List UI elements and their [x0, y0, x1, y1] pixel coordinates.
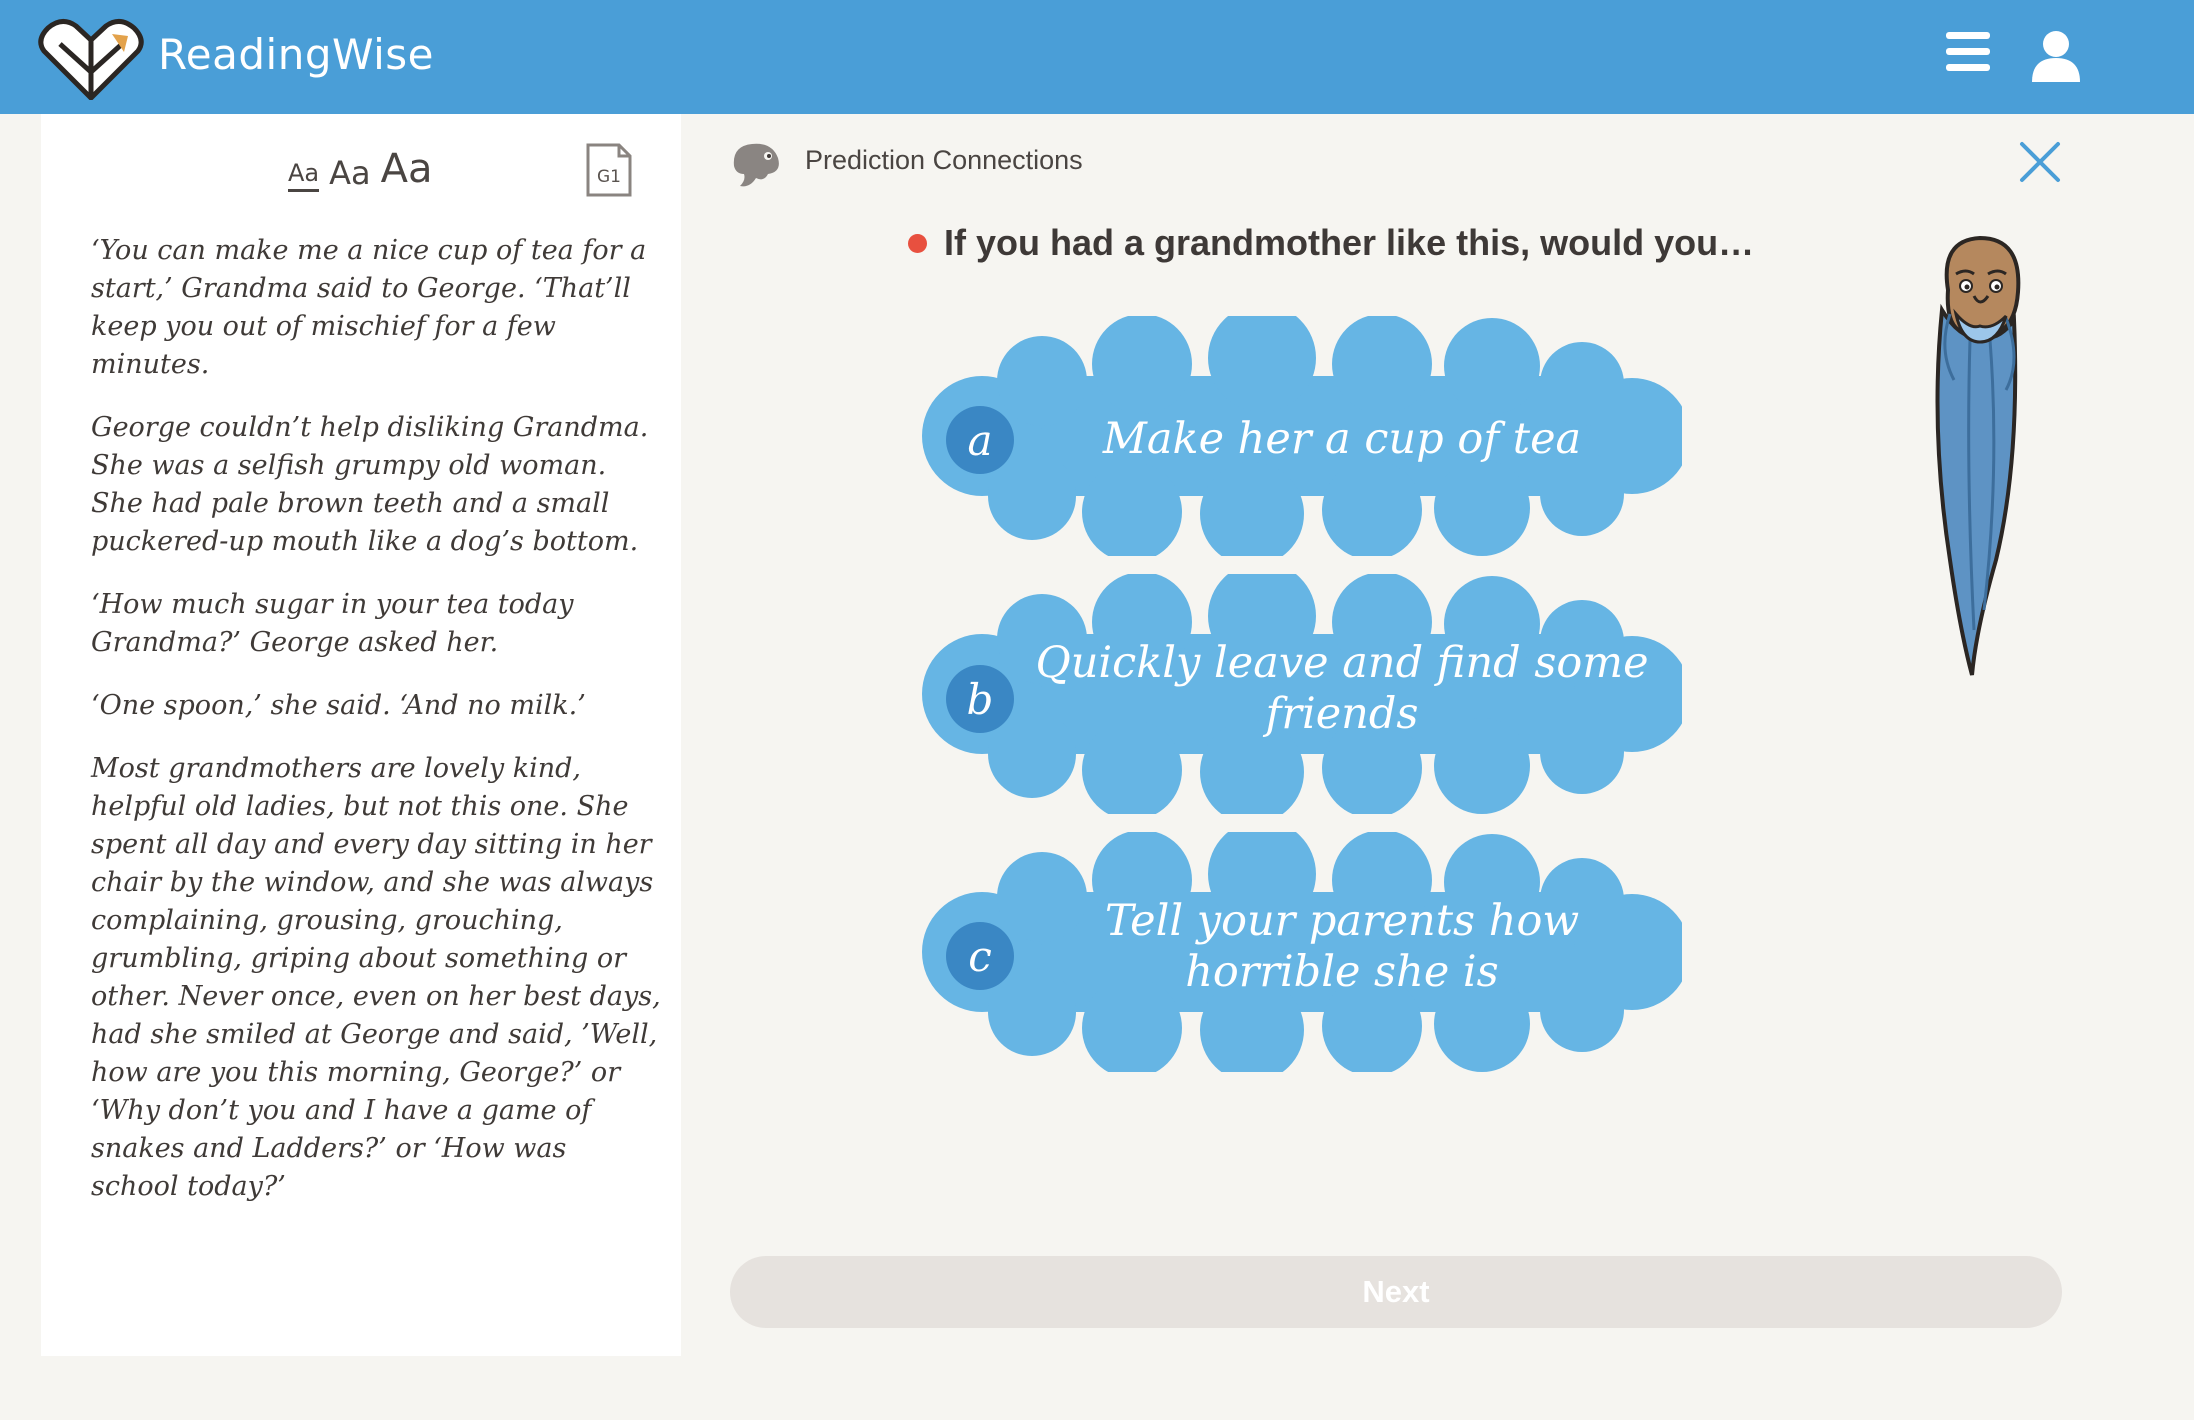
user-profile-icon[interactable] [2028, 28, 2084, 84]
brand-name: ReadingWise [158, 30, 434, 79]
document-icon [585, 142, 633, 198]
font-size-large-button[interactable]: Aa [380, 146, 433, 192]
grade-label: G1 [597, 167, 621, 187]
hamburger-menu-icon[interactable] [1946, 32, 1992, 74]
top-bar [0, 0, 2194, 114]
answer-option-c[interactable] [912, 832, 1682, 1072]
question-text: If you had a grandmother like this, would you… [944, 222, 1755, 263]
story-paragraph: ‘You can make me a nice cup of tea for a start,’ Grandma said to George. ‘That’ll keep you out of mischief for a few minutes. [91, 235, 647, 380]
grade-document-button[interactable] [585, 142, 633, 198]
reading-panel [41, 114, 681, 1356]
activity-title: Prediction Connections [805, 145, 1083, 175]
option-letter-badge: a [946, 406, 1014, 474]
story-text [91, 232, 661, 1231]
story-paragraph: ‘One spoon,’ she said. ‘And no milk.’ [91, 690, 586, 721]
answer-option-a[interactable] [912, 316, 1682, 556]
heart-book-logo-icon[interactable] [38, 14, 144, 100]
option-letter-badge: c [946, 922, 1014, 990]
option-text: Quickly leave and find some friends [1035, 638, 1649, 739]
question-marker [908, 234, 927, 253]
next-button[interactable]: Next [730, 1256, 2062, 1328]
question [908, 222, 1754, 264]
option-letter-badge: b [946, 665, 1014, 733]
font-size-selector [288, 138, 433, 192]
option-text: Make her a cup of tea [1102, 414, 1582, 464]
answer-option-b[interactable] [912, 574, 1682, 814]
chameleon-icon [728, 138, 784, 190]
story-paragraph: Most grandmothers are lovely kind, helpful old ladies, but not this one. She spent all day and every day sitting in her chair by the window, and she was always complaining, grousing, grouching, grumbling, griping about something or other. Never once, even on her best days, had she smiled at George and said, ’Well, how are you this morning, George?’ or ‘Why don’t you and I have a game of snakes and Ladders?’ or ‘How was school today?’ [91, 753, 661, 1202]
font-size-small-button[interactable]: Aa [288, 159, 319, 192]
font-size-medium-button[interactable]: Aa [329, 154, 371, 192]
option-text: Tell your parents how horrible she is [1104, 896, 1580, 997]
wizard-character [1910, 230, 2050, 680]
story-paragraph: ‘How much sugar in your tea today Grandma?’ George asked her. [91, 589, 574, 658]
close-icon[interactable] [2016, 138, 2064, 186]
story-paragraph: George couldn’t help disliking Grandma. She was a selfish grumpy old woman. She had pale brown teeth and a small puckered-up mouth like a dog’s bottom. [91, 412, 649, 557]
